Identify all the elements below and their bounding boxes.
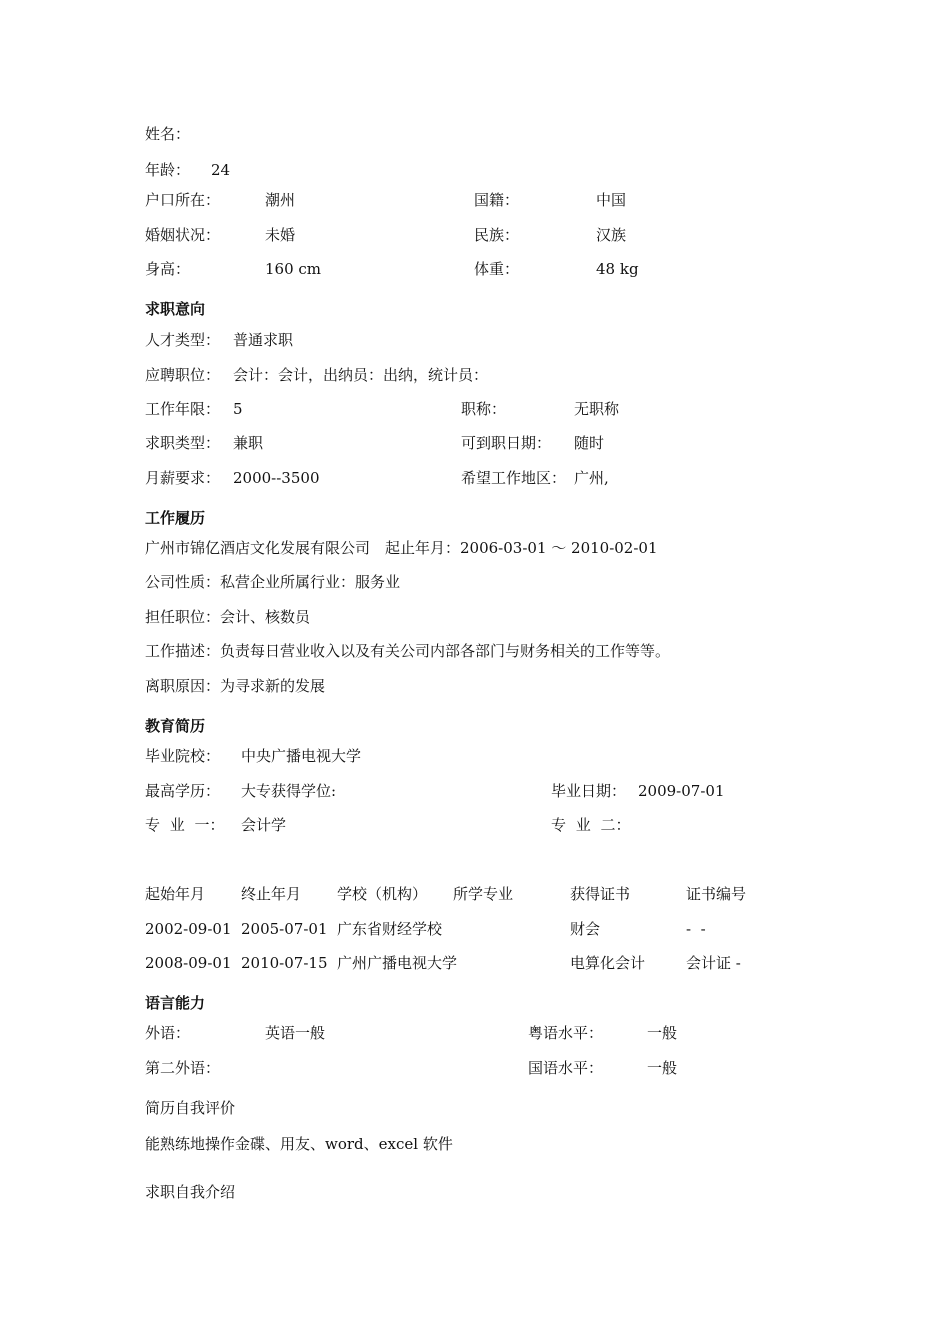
edu-table-header: 终止年月 (241, 885, 302, 903)
weight-value: 48 kg (596, 260, 639, 278)
degree-value: 大专获得学位: (241, 782, 337, 800)
edu-table-header: 起始年月 (145, 885, 206, 903)
edu-table-cell: 电算化会计 (570, 954, 646, 972)
cantonese-label: 粤语水平： (528, 1024, 604, 1042)
edu-table-cell: 会计证 - (686, 954, 741, 972)
marital-label: 婚姻状况： (145, 226, 221, 244)
nationality-label: 国籍： (474, 191, 520, 209)
self-eval-text: 能熟练地操作金碟、用友、word、excel 软件 (145, 1135, 453, 1153)
available-label: 可到职日期： (461, 434, 552, 452)
job-type-label: 求职类型： (145, 434, 221, 452)
edu-table-cell: 2008-09-01 (145, 954, 232, 972)
ethnicity-label: 民族： (474, 226, 520, 244)
foreign-value: 英语一般 (265, 1024, 326, 1042)
language-heading: 语言能力 (145, 994, 206, 1012)
self-eval-heading: 简历自我评价 (145, 1099, 236, 1117)
school-value: 中央广播电视大学 (241, 747, 362, 765)
hukou-label: 户口所在： (145, 191, 221, 209)
talent-type-value: 普通求职 (233, 331, 294, 349)
hukou-value: 潮州 (265, 191, 296, 209)
marital-value: 未婚 (265, 226, 296, 244)
weight-label: 体重： (474, 260, 520, 278)
title-value: 无职称 (574, 400, 620, 418)
salary-label: 月薪要求： (145, 469, 221, 487)
work-desc-line: 工作描述：负责每日营业收入以及有关公司内部各部门与财务相关的工作等等。 (145, 642, 671, 660)
cantonese-value: 一般 (647, 1024, 678, 1042)
region-value: 广州, (574, 469, 609, 487)
education-heading: 教育简历 (145, 717, 206, 735)
salary-value: 2000--3500 (233, 469, 320, 487)
foreign-label: 外语： (145, 1024, 191, 1042)
nationality-value: 中国 (596, 191, 627, 209)
intent-heading: 求职意向 (145, 300, 206, 318)
talent-type-label: 人才类型： (145, 331, 221, 349)
age-label: 年龄： (145, 161, 191, 179)
work-nature-line: 公司性质：私营企业所属行业：服务业 (145, 573, 401, 591)
work-role-line: 担任职位：会计、核数员 (145, 608, 311, 626)
position-label: 应聘职位： (145, 366, 221, 384)
ethnicity-value: 汉族 (596, 226, 627, 244)
grad-date-label: 毕业日期： (551, 782, 627, 800)
major2-label: 专 业 二： (551, 816, 631, 834)
major1-value: 会计学 (241, 816, 287, 834)
second-language-label: 第二外语： (145, 1059, 221, 1077)
edu-table-cell: 财会 (570, 920, 601, 938)
work-company-line: 广州市锦亿酒店文化发展有限公司 起止年月：2006-03-01 ～ 2010-02-01 (145, 539, 658, 557)
mandarin-value: 一般 (647, 1059, 678, 1077)
available-value: 随时 (574, 434, 605, 452)
edu-table-header: 获得证书 (570, 885, 631, 903)
edu-table-cell: 2002-09-01 (145, 920, 232, 938)
region-label: 希望工作地区： (461, 469, 567, 487)
years-label: 工作年限： (145, 400, 221, 418)
height-label: 身高： (145, 260, 191, 278)
age-value: 24 (211, 161, 231, 179)
major1-label: 专 业 一： (145, 816, 225, 834)
edu-table-cell: 2010-07-15 (241, 954, 328, 972)
name-label: 姓名： (145, 125, 191, 143)
school-label: 毕业院校： (145, 747, 221, 765)
edu-table-cell: 广东省财经学校 (337, 920, 443, 938)
position-value: 会计：会计，出纳员：出纳，统计员： (233, 366, 489, 384)
edu-table-header: 证书编号 (686, 885, 747, 903)
edu-table-cell: 广州广播电视大学 (337, 954, 458, 972)
intro-heading: 求职自我介绍 (145, 1183, 236, 1201)
years-value: 5 (233, 400, 243, 418)
height-value: 160 cm (265, 260, 322, 278)
edu-table-cell: 2005-07-01 (241, 920, 328, 938)
title-label: 职称： (461, 400, 507, 418)
edu-table-header: 所学专业 (453, 885, 514, 903)
work-leave-line: 离职原因：为寻求新的发展 (145, 677, 326, 695)
edu-table-header: 学校（机构） (337, 885, 428, 903)
degree-label: 最高学历： (145, 782, 221, 800)
job-type-value: 兼职 (233, 434, 264, 452)
edu-table-cell: - - (686, 920, 706, 938)
work-heading: 工作履历 (145, 509, 206, 527)
grad-date-value: 2009-07-01 (638, 782, 725, 800)
mandarin-label: 国语水平： (528, 1059, 604, 1077)
